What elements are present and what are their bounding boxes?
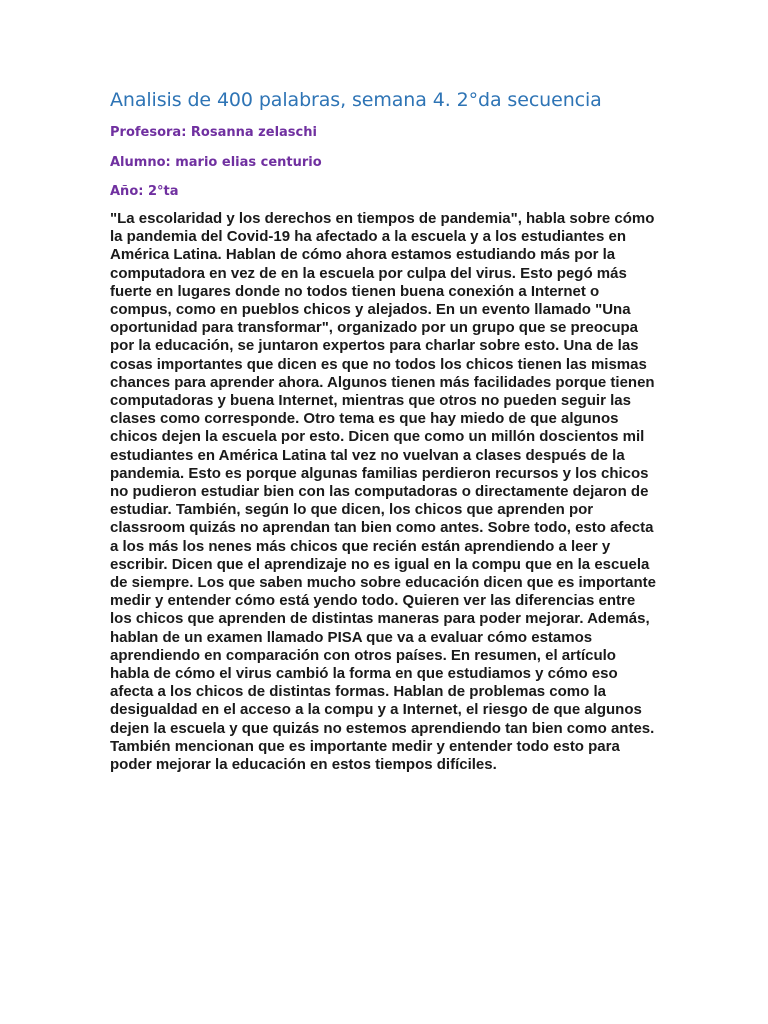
teacher-line: Profesora: Rosanna zelaschi (110, 125, 317, 140)
body-paragraph: "La escolaridad y los derechos en tiempos de pandemia", habla sobre cómo la pandemia del Covid-19 ha afectado a la escuela y a los estudiantes en América Latina. Hablan de cómo ahora estamos estudiando más por la computadora en vez de en la escuela por culpa del virus. Esto pegó más fuerte en lugares donde no todos tienen buena conexión a Internet o compus, como en pueblos chicos y alejados. En un evento llamado "Una oportunidad para transformar", organizado por un grupo que se preocupa por la educación, se juntaron expertos para charlar sobre esto. Una de las cosas importantes que dicen es que no todos los chicos tienen las mismas chances para aprender ahora. Algunos tienen más facilidades porque tienen computadoras y buena Internet, mientras que otros no pueden seguir las clases como corresponde. Otro tema es que hay miedo de que algunos chicos dejen la escuela por esto. Dicen que como un millón doscientos mil estudiantes en América Latina tal vez no vuelvan a clases después de la pandemia. Esto es porque algunas familias perdieron recursos y los chicos no pudieron estudiar bien con las computadoras o directamente dejaron de estudiar. También, según lo que dicen, los chicos que aprenden por classroom quizás no aprendan tan bien como antes. Sobre todo, esto afecta a los más los nenes más chicos que recién están aprendiendo a leer y escribir. Dicen que el aprendizaje no es igual en la compu que en la escuela de siempre. Los que saben mucho sobre educación dicen que es importante medir y entender cómo está yendo todo. Quieren ver las diferencias entre los chicos que aprenden de distintas maneras para poder mejorar. Además, hablan de un examen llamado PISA que va a evaluar cómo estamos aprendiendo en comparación con otros países. En resumen, el artículo habla de cómo el virus cambió la forma en que estudiamos y cómo eso afecta a los chicos de distintas formas. Hablan de problemas como la desigualdad en el acceso a la compu y a Internet, el riesgo de que algunos dejen la escuela y que quizás no estemos aprendiendo tan bien como antes. También mencionan que es importante medir y entender todo esto para poder mejorar la educación en estos tiempos difíciles. (110, 210, 656, 774)
document-content (110, 86, 662, 774)
document-title: Analisis de 400 palabras, semana 4. 2°da secuencia (110, 89, 602, 111)
student-line: Alumno: mario elias centurio (110, 155, 322, 170)
year-line: Año: 2°ta (110, 184, 179, 199)
